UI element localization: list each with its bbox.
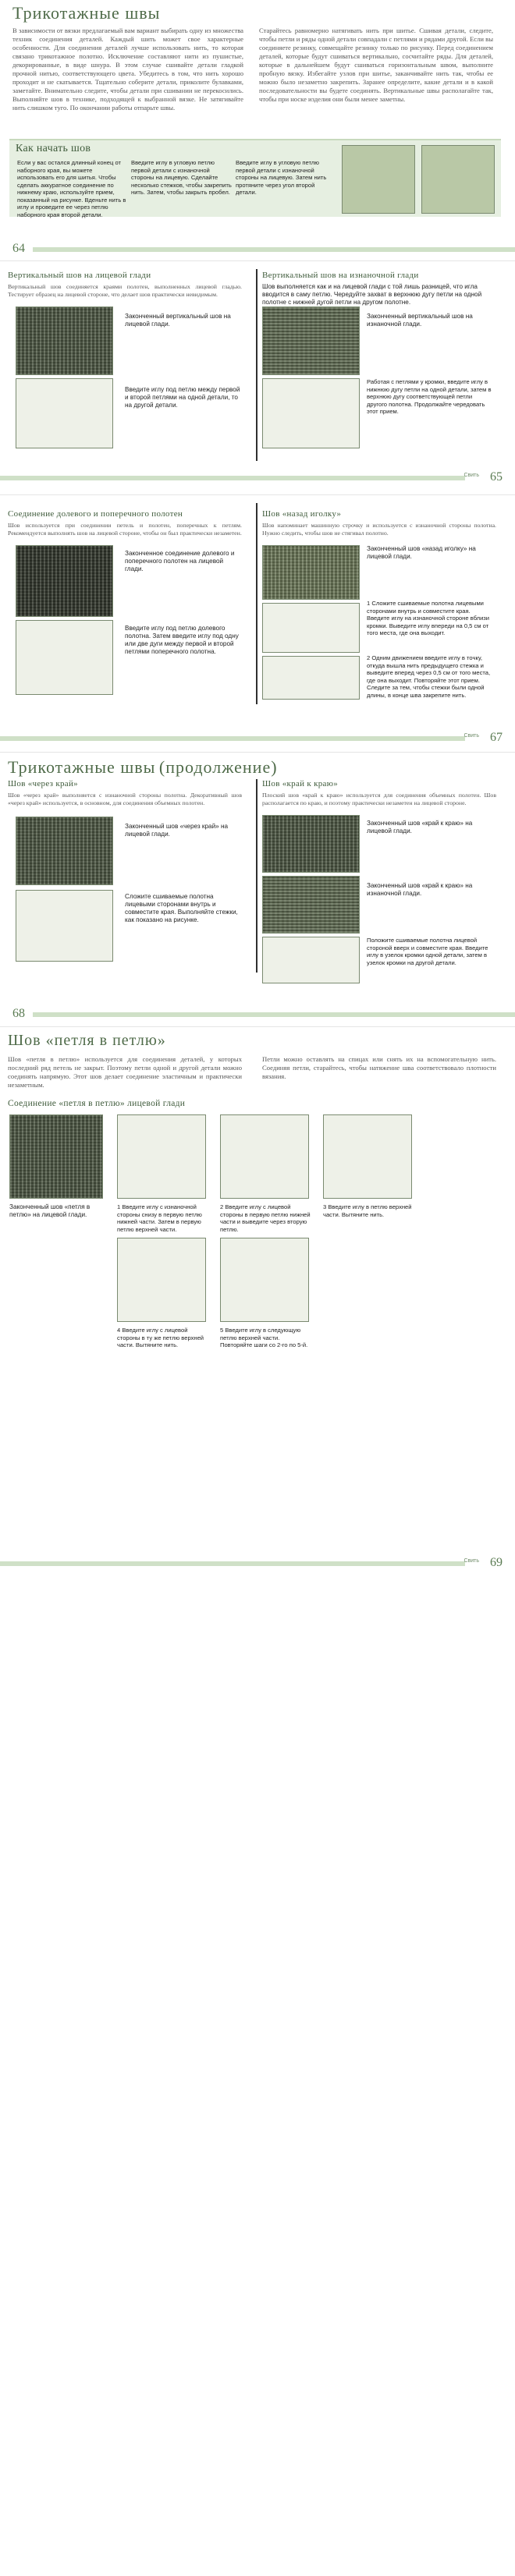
caption-2: Сложите сшиваемые полотна лицевыми сторонами внутрь и совместите края. Выполняйте стежки, как показано на рисунке. [125, 893, 238, 923]
page-footer [0, 243, 515, 254]
step-3-illustration [323, 1114, 412, 1199]
right-section-title: Шов «край к краю» [262, 779, 339, 788]
page-footer [0, 1008, 515, 1019]
page-69 [0, 1027, 515, 1578]
box-illustration-2 [421, 145, 495, 214]
footer-bar [0, 736, 465, 741]
page-64 [0, 0, 515, 261]
caption-2: Введите иглу под петлю между первой и второй петлями на одной детали, то на другой детали. [125, 386, 240, 409]
footer-tag: Свить [464, 733, 479, 739]
illustration-purl-seam [262, 378, 360, 448]
box-illustration-1 [342, 145, 415, 214]
box-text-2: Введите иглу в угловую петлю первой детали с изнаночной стороны на лицевую. Сделайте несколько стежков, чтобы закрепить нить. Затем, чтобы закрыть пробел. [131, 159, 232, 196]
step-4-illustration [117, 1238, 206, 1322]
caption-done: Законченный шов «петля в петлю» на лицевой глади. [9, 1203, 91, 1218]
page-65 [0, 261, 515, 495]
footer-bar [33, 1012, 515, 1017]
step-3-text: 3 Введите иглу в петлю верхней части. Вытяните нить. [323, 1203, 412, 1218]
page-title-suffix: (продолжение) [158, 757, 278, 777]
page-title: Трикотажные швы [8, 757, 156, 777]
left-section-title: Соединение долевого и поперечного полотен [8, 509, 183, 519]
page-footer [0, 472, 515, 483]
illustration-stockinette-seam [16, 378, 113, 448]
photo-grafting-seam [9, 1114, 103, 1199]
caption-1: Законченное соединение долевого и поперечного полотен на лицевой глади. [125, 550, 235, 572]
page-68 [0, 753, 515, 1027]
left-column-text: В зависимости от вязки предлагаемый вам вариант выбирать одну из множества техник соединения деталей. Каждый шить может свое характерные особенности. Для соединения деталей лучше использовать нить, то которая связано трикотажное полотно. Исключение составляют нити из пушистые, декорированные, в виде шнура. В этом случае сшивайте детали гладкой прочной нитью, соответствующего цвета. Убедитесь в том, что нить хорошо проходит и не скатывается. Тщательно соберите детали, приколите булавками, заметайте. Внимательно следите, чтобы детали при сшивании не перекосились. Выполняйте шов в технике, подходящей к выбранной вязке. Не затягивайте нить слишком туго. По окончании работы отпарьте швы. [12, 27, 243, 112]
photo-overcast-seam [16, 817, 113, 885]
page-number: 65 [490, 470, 503, 484]
illustration-joined-panels [16, 620, 113, 695]
page-number: 69 [490, 1556, 503, 1569]
box-title: Как начать шов [16, 143, 91, 154]
left-intro: Шов «через край» выполняется с изнаночной стороны полотна. Декоративный шов «через край» используется, в основном, для соединения объемных полотен. [8, 792, 242, 806]
footer-bar [33, 247, 515, 252]
caption-1: Законченный вертикальный шов на лицевой глади. [125, 313, 231, 328]
caption-5: 2 Одним движением введите иглу в точку, откуда вышла нить предыдущего стежка и выведите вперед через 0,5 см от того места, где она выходит. Повторяйте этот прием. Следите за тем, чтобы стежки были одной длины, в конце шва закрепите нить. [367, 654, 491, 699]
box-text-1: Если у вас остался длинный конец от наборного края, вы можете использовать его для шитья. Чтобы сделать аккуратное соединение по нижнему краю, используйте прием, показанный на рисунке. Вденьте нить в иглу и проведите ее через петлю наборного края второй детали. [17, 159, 126, 218]
page-number: 68 [12, 1007, 25, 1020]
page-title-block [8, 757, 278, 778]
caption-3: Законченный вертикальный шов на изнаночной глади. [367, 313, 473, 328]
right-column-text: Петли можно оставлять на спицах или снять их на вспомогательную нить. Соединяя петли, старайтесь, чтобы натяжение шва соответствовало плотности вязания. [262, 1055, 496, 1080]
step-2-illustration [220, 1114, 309, 1199]
footer-bar [0, 1561, 465, 1566]
photo-stockinette-seam [16, 306, 113, 375]
footer-tag: Свить [464, 1558, 479, 1564]
right-intro: Плоский шов «край к краю» используется для соединения объемных полотен. Шов располагается по краю, и поэтому практически незаметен на лицевой стороне. [262, 792, 496, 806]
left-intro: Вертикальный шов соединяется краями полотен, выполненных лицевой гладью. Тестирует образец на лицевой стороне, что делает шов практически невидимым. [8, 283, 242, 298]
caption-3: Законченный шов «назад иголку» на лицевой глади. [367, 545, 476, 560]
right-section-title: Вертикальный шов на изнаночной глади [262, 271, 419, 280]
caption-5: Положите сшиваемые полотна лицевой стороной вверх и совместите края. Введите иглу в узелок кромки одной детали, затем в узелок кромки на другой детали. [367, 937, 488, 966]
illustration-edge-to-edge [262, 937, 360, 983]
page-footer [0, 1557, 515, 1568]
page-title: Трикотажные швы [12, 3, 161, 23]
right-section-title: Шов «назад иголку» [262, 509, 342, 519]
photo-edge-to-edge-front [262, 815, 360, 873]
left-section-title: Вертикальный шов на лицевой глади [8, 271, 151, 280]
footer-bar [0, 476, 465, 480]
step-4-text: 4 Введите иглу с лицевой стороны в ту же петлю верхней части. Вытяните нить. [117, 1327, 204, 1348]
right-intro: Шов напоминает машинную строчку и используется с изнаночной стороны полотна. Нужно следить, чтобы шов не стягивал полотно. [262, 522, 496, 537]
left-section-title: Шов «через край» [8, 779, 78, 788]
step-5-text: 5 Введите иглу в следующую петлю верхней части. Повторяйте шаги со 2-го по 5-й. [220, 1327, 308, 1348]
caption-4: Законченный шов «край к краю» на изнаночной глади. [367, 882, 473, 897]
caption-4: 1 Сложите сшиваемые полотна лицевыми сторонами внутрь и совместите края. Введите иглу на изнаночной стороне вблизи кромки. Выведите иглу впереди на 0,5 см от того места, где она выходит. [367, 600, 490, 636]
page-footer [0, 732, 515, 743]
left-intro: Шов используется при соединении петель и полотен, поперечных к петлям. Рекомендуется выполнять шов на лицевой стороне, чтобы он был практически незаметен. [8, 522, 242, 537]
column-divider [256, 503, 258, 704]
caption-1: Законченный шов «через край» на лицевой глади. [125, 823, 229, 838]
column-divider [256, 269, 258, 461]
caption-3: Законченный шов «край к краю» на лицевой глади. [367, 820, 473, 834]
page-number: 67 [490, 731, 503, 744]
box-text-3: Введите иглу в угловую петлю первой детали с изнаночной стороны на лицевую. Затем нить протяните через угол второй детали. [236, 159, 327, 196]
how-to-start-box [9, 139, 501, 217]
caption-4: Работая с петлями у кромки, введите иглу в нижнюю дугу петли на одной детали, затем в верхнюю дугу соответствующей петли другого полотна. Продолжайте чередовать этот прием. [367, 378, 492, 415]
left-column-text: Шов «петля в петлю» используется для соединения деталей, у которых последний ряд петель не закрыт. Поэтому петли одной и другой детали можно соединять напрямую. Этот шов делает соединение эластичным и практически незаметным. [8, 1055, 242, 1089]
illustration-backstitch-1 [262, 603, 360, 653]
illustration-backstitch-2 [262, 656, 360, 700]
photo-joined-panels [16, 545, 113, 617]
step-5-illustration [220, 1238, 309, 1322]
page-67 [0, 495, 515, 753]
column-divider [256, 779, 258, 973]
sub-section-title: Соединение «петля в петлю» лицевой глади [8, 1099, 186, 1108]
caption-2: Введите иглу под петлю долевого полотна. Затем введите иглу под одну или две дуги между первой и второй петлями поперечного полотна. [125, 625, 239, 655]
step-1-illustration [117, 1114, 206, 1199]
page-title: Шов «петля в петлю» [8, 1032, 166, 1049]
photo-purl-seam [262, 306, 360, 375]
photo-edge-to-edge-back [262, 876, 360, 934]
step-2-text: 2 Введите иглу с лицевой стороны в первую петлю нижней части и выведите через вторую петлю. [220, 1203, 311, 1233]
illustration-overcast-seam [16, 890, 113, 962]
page-number: 64 [12, 242, 25, 255]
photo-backstitch-seam [262, 545, 360, 600]
footer-tag: Свить [464, 473, 479, 478]
step-1-text: 1 Введите иглу с изнаночной стороны снизу в первую петлю нижней части. Затем в первую петлю верхней части. [117, 1203, 202, 1233]
right-column-text: Старайтесь равномерно натягивать нить при шитье. Сшивая детали, следите, чтобы петли и ряды одной детали совпадали с петлями и рядами другой. Если вы соединяете резинку, совмещайте резинку только по рисунку. Перед соединением деталей, которые будут сшиваться вертикально, сосчитайте ряды. Для деталей, которые в дальнейшем будут сшиваться горизонтальным швом, выполните пробную вязку. Избегайте узлов при шитье, заканчивайте нить так, чтобы ее можно было незаметно закрепить. Заранее определите, какие детали и в какой последовательности вы будете соединять. Вертикальные швы располагайте так, чтобы при носке изделия они были менее заметны. [259, 27, 493, 103]
right-intro: Шов выполняется как и на лицевой глади с той лишь разницей, что игла вводится в саму петлю. Чередуйте захват в верхнюю дугу петли на одной полотне с нижней дугой петли на другом полотне. [262, 283, 482, 306]
